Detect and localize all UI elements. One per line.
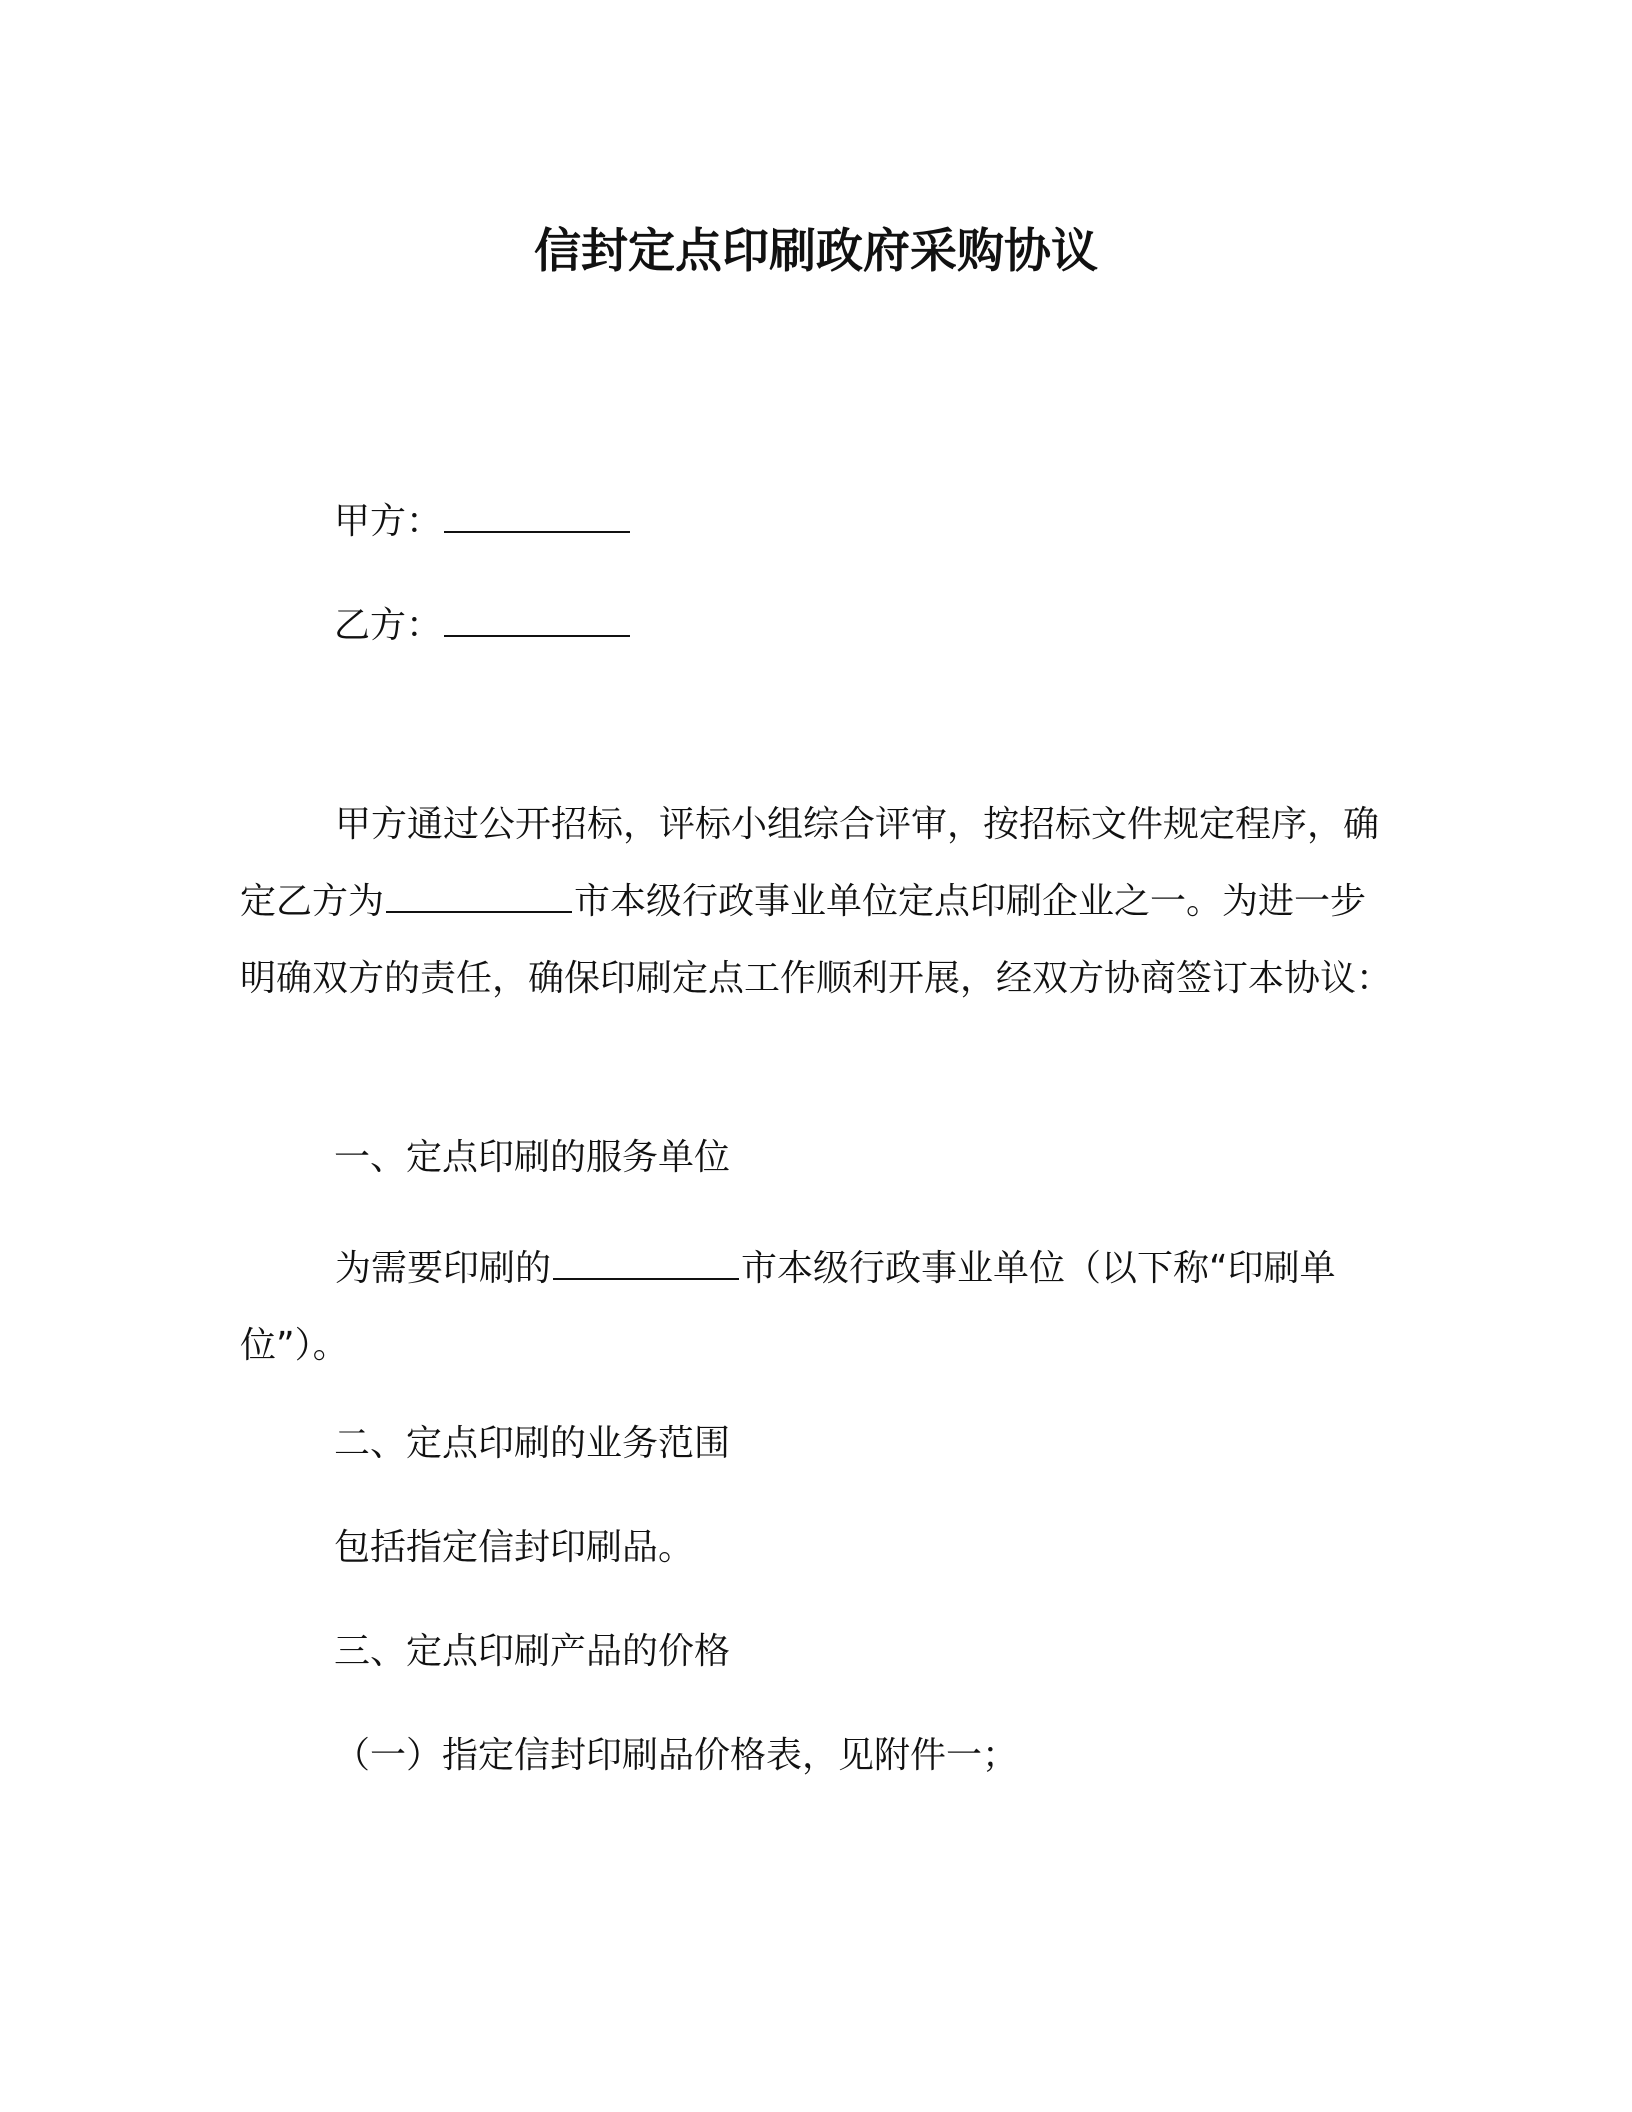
document-title: 信封定点印刷政府采购协议 [534, 224, 1098, 279]
section2-body: 包括指定信封印刷品。 [334, 1527, 695, 1568]
section1-text-1: 为需要印刷的 [335, 1248, 552, 1289]
intro-paragraph [240, 786, 1400, 1017]
section3-item1: （一）指定信封印刷品价格表，见附件一； [334, 1735, 1019, 1776]
section1-heading: 一、定点印刷的服务单位 [334, 1137, 731, 1178]
party-b-line [334, 601, 632, 650]
section1-city-blank[interactable] [553, 1244, 739, 1280]
section1-text-2: 市本级行政事业单位（以下称“印刷单位”）。 [240, 1248, 1336, 1366]
section1-paragraph [240, 1230, 1400, 1384]
intro-text-1: 甲方通过公开招标，评标小组综合评审，按招标文件规定程序，确定乙方为 [240, 804, 1380, 922]
party-b-label: 乙方： [334, 605, 443, 646]
section2-heading: 二、定点印刷的业务范围 [334, 1423, 731, 1464]
intro-city-blank[interactable] [386, 877, 572, 913]
party-b-blank[interactable] [444, 601, 630, 637]
intro-text-2: 市本级行政事业单位定点印刷企业之一。为进一步明确双方的责任，确保印刷定点工作顺利开展，经双方协商签订本协议： [240, 881, 1393, 999]
party-a-blank[interactable] [444, 497, 630, 533]
party-a-line [334, 497, 632, 546]
party-a-label: 甲方： [334, 501, 443, 542]
section3-heading: 三、定点印刷产品的价格 [334, 1631, 731, 1672]
